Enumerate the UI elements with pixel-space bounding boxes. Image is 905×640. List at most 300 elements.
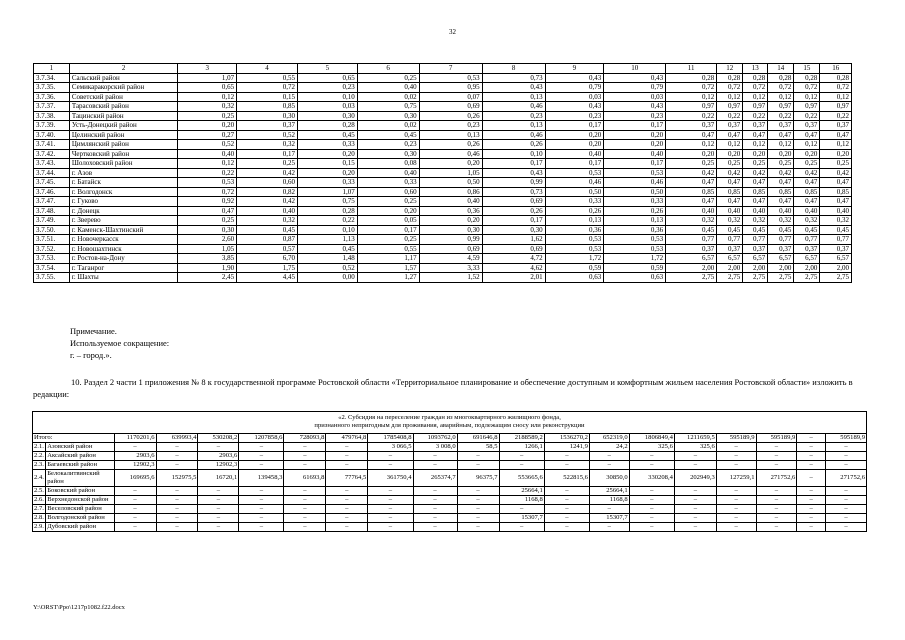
row-value: 0,12	[666, 140, 717, 150]
row-value: 0,25	[178, 216, 237, 226]
row-value: 0,43	[545, 102, 604, 112]
row-value: –	[589, 505, 629, 514]
row-value: 0,79	[545, 83, 604, 93]
row-value: 0,30	[178, 225, 237, 235]
row-value: 0,72	[794, 83, 820, 93]
row-value: –	[326, 496, 368, 505]
row-value: 0,47	[666, 197, 717, 207]
row-value: 0,26	[604, 206, 666, 216]
row-territory: Багаевский район	[46, 461, 114, 470]
row-value: 2,01	[482, 273, 545, 283]
row-value: 0,47	[820, 197, 852, 207]
table-row	[34, 92, 852, 102]
row-value: 0,20	[820, 149, 852, 159]
row-value: 0,59	[545, 263, 604, 273]
row-value: 1,90	[178, 263, 237, 273]
row-value: 595189,9	[756, 434, 797, 443]
row-code: 3.7.34.	[34, 73, 70, 83]
table-row	[33, 461, 867, 470]
row-value: 0,60	[357, 187, 419, 197]
row-value: 0,37	[794, 244, 820, 254]
row-value: –	[825, 452, 866, 461]
table1-header-cell: 15	[794, 64, 820, 74]
row-value: –	[499, 505, 544, 514]
row-value: 0,65	[178, 83, 237, 93]
row-value: 0,86	[419, 187, 482, 197]
row-value: –	[114, 496, 156, 505]
row-value: 0,33	[357, 178, 419, 188]
row-value: 0,22	[717, 111, 743, 121]
row-value: –	[326, 443, 368, 452]
row-value: 0,77	[820, 235, 852, 245]
row-territory: Боковский район	[46, 487, 114, 496]
row-value: –	[368, 487, 413, 496]
row-value: 0,32	[666, 216, 717, 226]
row-value: –	[756, 505, 797, 514]
row-value: 2,75	[794, 273, 820, 283]
row-value: –	[368, 523, 413, 532]
row-value: –	[797, 452, 826, 461]
row-value: 0,85	[666, 187, 717, 197]
row-value: 0,25	[178, 111, 237, 121]
table2-title-line2: признанного непригодным для проживания, аварийным, подлежащим сносу или реконструкции	[314, 422, 585, 429]
row-value: –	[756, 496, 797, 505]
row-value: 0,32	[237, 216, 298, 226]
row-value: 0,00	[297, 273, 357, 283]
row-value: –	[156, 505, 198, 514]
row-value: 1211659,5	[674, 434, 716, 443]
row-value: 0,08	[357, 159, 419, 169]
row-value: 0,50	[419, 178, 482, 188]
row-value: –	[544, 487, 589, 496]
table-row	[34, 159, 852, 169]
row-value: 2,00	[717, 263, 743, 273]
row-value: 2,00	[666, 263, 717, 273]
row-value: 0,40	[237, 206, 298, 216]
row-value: 3 008,0	[413, 443, 457, 452]
row-value: 2,75	[768, 273, 794, 283]
row-value: –	[239, 523, 284, 532]
row-value: 0,97	[820, 102, 852, 112]
row-value: 0,37	[717, 244, 743, 254]
row-value: 0,23	[545, 111, 604, 121]
row-code: 3.7.48.	[34, 206, 70, 216]
row-value: –	[284, 496, 326, 505]
row-value: 0,47	[820, 130, 852, 140]
row-value: 728093,8	[284, 434, 326, 443]
row-value: –	[239, 461, 284, 470]
row-value: 0,20	[419, 159, 482, 169]
row-value: –	[198, 523, 239, 532]
row-value: 0,32	[743, 216, 768, 226]
row-value: –	[716, 505, 756, 514]
row-value: 0,72	[666, 83, 717, 93]
row-value: 30850,0	[589, 470, 629, 487]
row-code: 2.8.	[34, 514, 44, 521]
row-value: 0,52	[178, 140, 237, 150]
row-value: –	[156, 523, 198, 532]
row-value: 0,12	[794, 92, 820, 102]
row-territory: Целинский район	[69, 130, 178, 140]
row-value: 595189,9	[716, 434, 756, 443]
row-value: 0,02	[357, 92, 419, 102]
row-value: –	[674, 523, 716, 532]
row-value: 0,47	[178, 206, 237, 216]
row-value: 652319,0	[589, 434, 629, 443]
row-value: –	[544, 514, 589, 523]
row-value: 96375,7	[457, 470, 499, 487]
row-value: 3,85	[178, 254, 237, 264]
table1-header-cell: 4	[237, 64, 298, 74]
row-value: 1168,8	[499, 496, 544, 505]
row-value: 0,97	[666, 102, 717, 112]
row-value: –	[716, 443, 756, 452]
table1-header-cell: 9	[545, 64, 604, 74]
row-value: –	[629, 452, 674, 461]
row-value: 0,12	[794, 140, 820, 150]
row-value: 0,17	[237, 149, 298, 159]
row-value: –	[457, 523, 499, 532]
row-value: 639993,4	[156, 434, 198, 443]
row-value: 0,97	[768, 102, 794, 112]
row-value: 0,37	[794, 121, 820, 131]
row-code: 3.7.40.	[34, 130, 70, 140]
row-value: 0,13	[482, 92, 545, 102]
row-value: 0,73	[482, 73, 545, 83]
row-value: –	[284, 487, 326, 496]
row-value: –	[326, 461, 368, 470]
row-value: 0,45	[297, 130, 357, 140]
row-value: 0,43	[604, 102, 666, 112]
row-territory: Цимлянский район	[69, 140, 178, 150]
row-territory: Тацинский район	[69, 111, 178, 121]
row-value: –	[284, 523, 326, 532]
row-value: 0,20	[604, 140, 666, 150]
row-code: 3.7.41.	[34, 140, 70, 150]
row-value: 0,25	[743, 159, 768, 169]
row-value: 0,12	[768, 140, 794, 150]
row-value: 25664,1	[589, 487, 629, 496]
row-value: 0,05	[357, 216, 419, 226]
row-territory: Верхнедонской район	[46, 496, 114, 505]
row-value: 0,77	[768, 235, 794, 245]
row-value: 0,33	[297, 140, 357, 150]
subsidy-table	[32, 433, 867, 532]
row-value: 0,30	[482, 225, 545, 235]
table1-header-cell: 8	[482, 64, 545, 74]
row-value: 0,77	[717, 235, 743, 245]
row-value: 0,20	[794, 149, 820, 159]
row-value: 0,47	[717, 130, 743, 140]
row-value: 0,26	[419, 140, 482, 150]
row-code: 3.7.54.	[34, 263, 70, 273]
row-value: –	[797, 470, 826, 487]
row-value: –	[756, 514, 797, 523]
row-value: 0,13	[604, 216, 666, 226]
row-value: 2,75	[666, 273, 717, 283]
row-value: 0,20	[297, 168, 357, 178]
row-value: 58,5	[457, 443, 499, 452]
row-value: 0,37	[717, 121, 743, 131]
row-value: –	[629, 505, 674, 514]
row-value: 0,23	[357, 140, 419, 150]
row-value: 2903,6	[198, 452, 239, 461]
row-value: –	[198, 443, 239, 452]
row-value: –	[674, 514, 716, 523]
row-value: –	[716, 452, 756, 461]
row-territory: г. Гуково	[69, 197, 178, 207]
row-value: 12902,3	[114, 461, 156, 470]
row-value: 479764,8	[326, 434, 368, 443]
row-value: 0,53	[545, 235, 604, 245]
row-value: 0,57	[237, 244, 298, 254]
row-value: –	[326, 523, 368, 532]
row-code: 2.4.	[33, 470, 46, 487]
row-value: –	[629, 487, 674, 496]
table1-header-cell: 1	[34, 64, 70, 74]
row-value: –	[198, 514, 239, 523]
row-value: 0,03	[297, 102, 357, 112]
row-value: 0,20	[545, 130, 604, 140]
row-value: 0,45	[794, 225, 820, 235]
row-code: 3.7.52.	[34, 244, 70, 254]
row-value: –	[825, 487, 866, 496]
row-code: 3.7.35.	[34, 83, 70, 93]
row-territory: Чертковский район	[69, 149, 178, 159]
row-value: 0,33	[297, 178, 357, 188]
row-code: 3.7.49.	[34, 216, 70, 226]
row-code: 2.6.	[34, 496, 44, 503]
row-value: 0,17	[604, 121, 666, 131]
row-value: 6,57	[768, 254, 794, 264]
row-value: –	[326, 487, 368, 496]
table-row	[34, 83, 852, 93]
row-value: 0,92	[178, 197, 237, 207]
row-value: 1,75	[237, 263, 298, 273]
table1-header-cell: 6	[357, 64, 419, 74]
note-title: Примечание.	[70, 326, 117, 336]
table-row	[34, 263, 852, 273]
row-value: 0,10	[297, 225, 357, 235]
row-value: 0,85	[820, 187, 852, 197]
row-value: 2,60	[178, 235, 237, 245]
table-row	[33, 523, 867, 532]
row-value: 0,46	[604, 178, 666, 188]
row-value: 0,73	[482, 187, 545, 197]
row-value: 0,40	[604, 149, 666, 159]
row-value: 0,40	[717, 206, 743, 216]
row-value: 0,40	[666, 206, 717, 216]
row-value: 0,47	[768, 178, 794, 188]
row-value: 0,20	[297, 149, 357, 159]
row-value: 0,17	[545, 159, 604, 169]
row-value: 0,53	[545, 244, 604, 254]
row-value: 553665,6	[499, 470, 544, 487]
row-value: –	[544, 523, 589, 532]
row-value: 0,30	[357, 111, 419, 121]
row-value: –	[756, 523, 797, 532]
row-value: 0,12	[666, 92, 717, 102]
row-value: 0,22	[666, 111, 717, 121]
row-value: 0,27	[178, 130, 237, 140]
row-value: 361750,4	[368, 470, 413, 487]
row-value: –	[825, 523, 866, 532]
row-total-label: Итого:	[33, 434, 115, 443]
row-code: 3.7.53.	[34, 254, 70, 264]
row-code: 3.7.42.	[34, 149, 70, 159]
table-row	[33, 487, 867, 496]
row-value: –	[756, 487, 797, 496]
row-value: 15307,7	[499, 514, 544, 523]
row-value: –	[797, 523, 826, 532]
row-value: 0,50	[545, 187, 604, 197]
row-code: 2.7.	[34, 505, 44, 512]
row-value: 0,30	[419, 225, 482, 235]
table1-header-cell: 11	[666, 64, 717, 74]
row-territory: г. Волгодонск	[69, 187, 178, 197]
row-value: 25664,1	[499, 487, 544, 496]
row-value: –	[114, 523, 156, 532]
row-value: 1,17	[357, 254, 419, 264]
row-value: –	[544, 461, 589, 470]
row-value: 1241,9	[544, 443, 589, 452]
row-value: 0,20	[419, 216, 482, 226]
coefficients-table	[33, 63, 852, 283]
row-value: 0,32	[768, 216, 794, 226]
row-value: –	[156, 452, 198, 461]
row-value: –	[326, 452, 368, 461]
row-value: 0,12	[178, 92, 237, 102]
table-row	[34, 130, 852, 140]
row-value: 0,40	[743, 206, 768, 216]
row-value: 0,02	[357, 121, 419, 131]
row-value: –	[284, 443, 326, 452]
row-value: 16720,1	[198, 470, 239, 487]
row-value: –	[239, 496, 284, 505]
row-value: 1,27	[357, 273, 419, 283]
row-value: 0,43	[482, 83, 545, 93]
row-value: 325,6	[629, 443, 674, 452]
row-value: 0,30	[357, 149, 419, 159]
row-value: 0,25	[357, 73, 419, 83]
row-value: 271752,6	[825, 470, 866, 487]
row-value: 0,12	[743, 92, 768, 102]
table-row	[33, 505, 867, 514]
row-value: 0,23	[297, 83, 357, 93]
row-territory: г. Новочеркасск	[69, 235, 178, 245]
row-value: 0,12	[743, 140, 768, 150]
row-value: –	[797, 434, 826, 443]
row-value: 0,63	[545, 273, 604, 283]
row-value: 0,23	[482, 111, 545, 121]
row-value: –	[457, 505, 499, 514]
row-code: 3.7.39.	[34, 121, 70, 131]
row-value: 0,42	[237, 197, 298, 207]
row-value: 0,45	[743, 225, 768, 235]
row-value: 0,47	[820, 178, 852, 188]
row-territory: г. Новошахтинск	[69, 244, 178, 254]
row-value: 0,28	[297, 206, 357, 216]
row-value: –	[326, 505, 368, 514]
row-value: 0,37	[768, 244, 794, 254]
row-territory: Семикаракорский район	[69, 83, 178, 93]
row-value: 0,65	[297, 73, 357, 83]
table-row	[34, 235, 852, 245]
row-value: 0,33	[545, 197, 604, 207]
row-value: 61693,8	[284, 470, 326, 487]
row-value: 0,22	[794, 111, 820, 121]
row-value: 0,32	[237, 140, 298, 150]
row-value: 1266,1	[499, 443, 544, 452]
row-value: 0,36	[419, 206, 482, 216]
row-territory: Советский район	[69, 92, 178, 102]
table-row	[34, 254, 852, 264]
row-value: –	[114, 487, 156, 496]
row-value: 0,13	[482, 121, 545, 131]
row-value: –	[629, 496, 674, 505]
row-value: 1168,8	[589, 496, 629, 505]
table-row	[33, 452, 867, 461]
table-row	[33, 443, 867, 452]
row-value: 0,32	[794, 216, 820, 226]
table-row	[33, 434, 867, 443]
row-value: 1536270,2	[544, 434, 589, 443]
row-value: 169695,6	[114, 470, 156, 487]
row-value: –	[156, 487, 198, 496]
row-value: 0,37	[820, 244, 852, 254]
row-value: 1,57	[357, 263, 419, 273]
row-territory: г. Ростов-на-Дону	[69, 254, 178, 264]
row-value: 0,40	[357, 83, 419, 93]
row-value: 0,28	[743, 73, 768, 83]
table-row	[34, 149, 852, 159]
row-value: 0,36	[545, 225, 604, 235]
row-value: 0,47	[666, 130, 717, 140]
row-value: 0,47	[666, 178, 717, 188]
row-value: 0,26	[482, 140, 545, 150]
row-value: –	[239, 505, 284, 514]
row-value: 0,07	[419, 92, 482, 102]
row-value: 0,53	[178, 178, 237, 188]
row-value: 0,50	[604, 187, 666, 197]
row-value: 0,22	[768, 111, 794, 121]
row-value: 1,72	[604, 254, 666, 264]
row-value: 0,52	[297, 263, 357, 273]
row-value: –	[716, 461, 756, 470]
row-value: 0,25	[717, 159, 743, 169]
row-value: 0,10	[297, 92, 357, 102]
row-value: 0,42	[743, 168, 768, 178]
row-value: –	[544, 452, 589, 461]
row-code: 3.7.51.	[34, 235, 70, 245]
row-value: 0,40	[768, 206, 794, 216]
table1-header-cell: 3	[178, 64, 237, 74]
row-value: 3,33	[419, 263, 482, 273]
row-value: –	[716, 523, 756, 532]
row-value: 0,20	[178, 121, 237, 131]
row-value: 1,13	[297, 235, 357, 245]
row-value: 0,45	[237, 225, 298, 235]
row-value: 0,42	[666, 168, 717, 178]
row-value: 0,42	[237, 168, 298, 178]
row-territory: г. Шахты	[69, 273, 178, 283]
row-territory: Аксайский район	[46, 452, 114, 461]
row-value: –	[156, 514, 198, 523]
row-value: –	[825, 443, 866, 452]
row-value: –	[825, 514, 866, 523]
table-row	[34, 102, 852, 112]
row-value: –	[499, 461, 544, 470]
